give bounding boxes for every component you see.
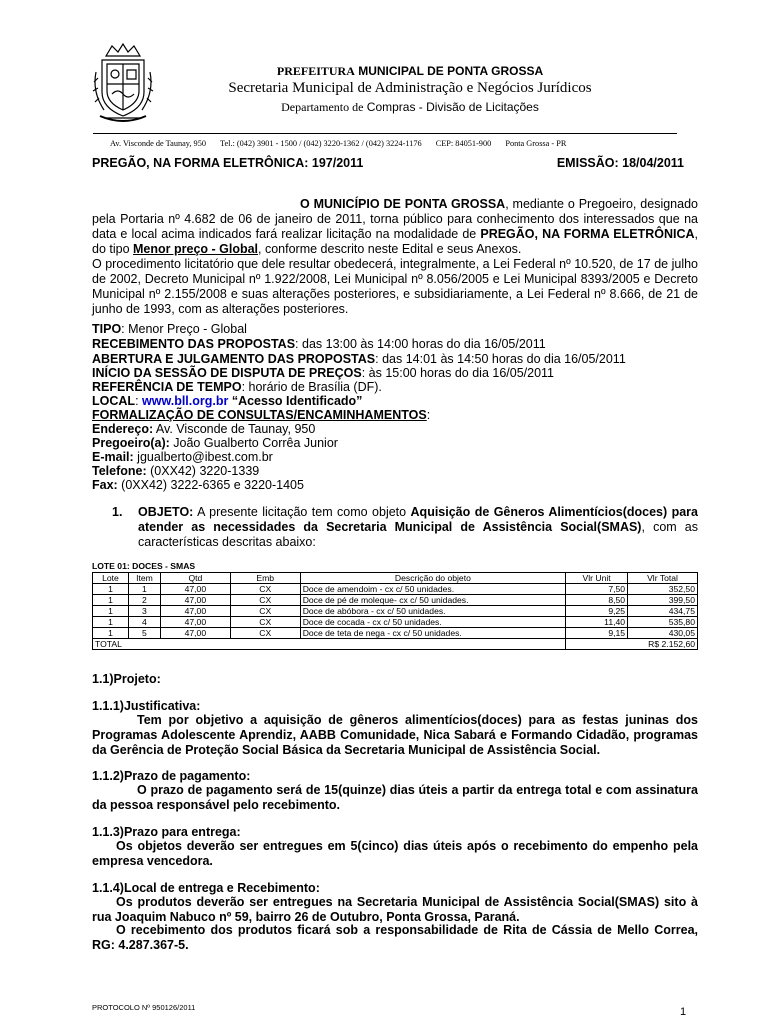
table-total-row xyxy=(93,639,698,650)
address-phones: Tel.: (042) 3901 - 1500 / (042) 3220-1362 / (042) 3224-1176 xyxy=(219,139,422,148)
cell-qtd: 47,00 xyxy=(160,606,230,617)
info-referencia: REFERÊNCIA DE TEMPO: horário de Brasília (DF). xyxy=(92,380,382,394)
cell-item: 2 xyxy=(128,595,160,606)
info-telefone: Telefone: (0XX42) 3220-1339 xyxy=(92,464,260,478)
info-formalizacao: FORMALIZAÇÃO DE CONSULTAS/ENCAMINHAMENTOS: xyxy=(92,408,431,422)
table-row xyxy=(93,595,698,606)
page-number: 1 xyxy=(680,1006,687,1018)
municipal-crest-logo xyxy=(92,42,154,126)
info-fax: Fax: (0XX42) 3222-6365 e 3220-1405 xyxy=(92,478,304,492)
header-prefeitura: PREFEITURA MUNICIPAL DE PONTA GROSSA xyxy=(276,64,544,78)
cell-qtd: 47,00 xyxy=(160,628,230,639)
cell-emb: CX xyxy=(230,595,300,606)
prazo-pagamento-text: O prazo de pagamento será de 15(quinze) dias úteis a partir da entrega total e com assinatura da pessoa responsável pelo recebimento. xyxy=(92,783,698,812)
cell-total: 434,75 xyxy=(628,606,698,617)
section-projeto: 1.1)Projeto: xyxy=(92,672,161,686)
col-lote: Lote xyxy=(93,573,129,584)
cell-item: 5 xyxy=(128,628,160,639)
cell-item: 4 xyxy=(128,617,160,628)
protocolo-number: PROTOCOLO Nº 950126/2011 xyxy=(92,1003,196,1012)
prazo-entrega-text: Os objetos deverão ser entregues em 5(cinco) dias úteis após o recebimento do empenho pela empresa vencedora. xyxy=(92,839,698,868)
section-local-entrega: 1.1.4)Local de entrega e Recebimento: xyxy=(92,881,320,895)
lote-table xyxy=(92,572,698,650)
info-email: E-mail: jgualberto@ibest.com.br xyxy=(92,450,273,464)
cell-unit: 9,25 xyxy=(566,606,628,617)
cell-qtd: 47,00 xyxy=(160,617,230,628)
cell-emb: CX xyxy=(230,584,300,595)
pregao-number: PREGÃO, NA FORMA ELETRÔNICA: 197/2011 xyxy=(92,156,364,170)
table-row xyxy=(93,606,698,617)
local-entrega-text-2: O recebimento dos produtos ficará sob a responsabilidade de Rita de Cássia de Mello Correa, RG: 4.287.367-5. xyxy=(92,923,698,952)
cell-unit: 11,40 xyxy=(566,617,628,628)
lote-title: LOTE 01: DOCES - SMAS xyxy=(92,561,196,571)
table-row xyxy=(93,617,698,628)
info-endereco: Endereço: Av. Visconde de Taunay, 950 xyxy=(92,422,316,436)
section-justificativa: 1.1.1)Justificativa: xyxy=(92,699,201,713)
justificativa-text: Tem por objetivo a aquisição de gêneros alimentícios(doces) para as festas juninas dos Programas Adolescente Aprendiz, AABB Comunidade, Nica Sabará e Formando Cidadão, programas da Gerência de Proteção Social Básica da Secretaria Municipal de Assistência Social. xyxy=(92,713,698,757)
section-prazo-pagamento: 1.1.2)Prazo de pagamento: xyxy=(92,769,251,783)
cell-lote: 1 xyxy=(93,584,129,595)
cell-unit: 8,50 xyxy=(566,595,628,606)
cell-total: 430,05 xyxy=(628,628,698,639)
intro-paragraph: O MUNICÍPIO DE PONTA GROSSA, mediante o Pregoeiro, designado pela Portaria nº 4.682 de 06 de janeiro de 2011, torna público para conhecimento dos interessados que na data e local acima indicados fará realizar licitação na modalidade de PREGÃO, NA FORMA ELETRÔNICA, do tipo Menor preço - Global, conforme descrito neste Edital e seus Anexos. xyxy=(92,197,698,256)
cell-qtd: 47,00 xyxy=(160,584,230,595)
total-value: R$ 2.152,60 xyxy=(566,639,698,650)
info-tipo: TIPO: Menor Preço - Global xyxy=(92,322,247,336)
total-label: TOTAL xyxy=(93,639,566,650)
header-divider xyxy=(93,133,677,134)
cell-item: 1 xyxy=(128,584,160,595)
info-pregoeiro: Pregoeiro(a): João Gualberto Corrêa Junior xyxy=(92,436,338,450)
col-emb: Emb xyxy=(230,573,300,584)
cell-unit: 7,50 xyxy=(566,584,628,595)
cell-qtd: 47,00 xyxy=(160,595,230,606)
info-local: LOCAL: www.bll.org.br “Acesso Identificado” xyxy=(92,394,363,408)
address-street: Av. Visconde de Taunay, 950 xyxy=(110,139,207,148)
col-item: Item xyxy=(128,573,160,584)
cell-item: 3 xyxy=(128,606,160,617)
cell-total: 535,80 xyxy=(628,617,698,628)
local-entrega-text-1: Os produtos deverão ser entregues na Secretaria Municipal de Assistência Social(SMAS) sito à rua Joaquim Nabuco nº 59, bairro 26 de Outubro, Ponta Grossa, Paraná. xyxy=(92,895,698,924)
cell-desc: Doce de abóbora - cx c/ 50 unidades. xyxy=(300,606,565,617)
col-qtd: Qtd xyxy=(160,573,230,584)
cell-emb: CX xyxy=(230,617,300,628)
address-cep: CEP: 84051-900 xyxy=(435,139,492,148)
info-inicio: INÍCIO DA SESSÃO DE DISPUTA DE PREÇOS: às 15:00 horas do dia 16/05/2011 xyxy=(92,366,554,380)
bll-link[interactable]: www.bll.org.br xyxy=(142,394,229,408)
col-vlr-total: Vlr Total xyxy=(628,573,698,584)
col-descricao: Descrição do objeto xyxy=(300,573,565,584)
cell-unit: 9,15 xyxy=(566,628,628,639)
doc-id-line xyxy=(92,156,698,171)
objeto-paragraph: OBJETO: A presente licitação tem como objeto Aquisição de Gêneros Alimentícios(doces) para atender as necessidades da Secretaria Municipal de Assistência Social(SMAS), com as características descritas abaixo: xyxy=(138,505,698,549)
cell-total: 352,50 xyxy=(628,584,698,595)
header-secretaria: Secretaria Municipal de Administração e Negócios Jurídicos xyxy=(228,80,592,96)
cell-lote: 1 xyxy=(93,606,129,617)
objeto-number: 1. xyxy=(112,505,123,519)
emissao-date: EMISSÃO: 18/04/2011 xyxy=(556,156,684,170)
section-prazo-entrega: 1.1.3)Prazo para entrega: xyxy=(92,825,241,839)
table-row xyxy=(93,584,698,595)
col-vlr-unit: Vlr Unit xyxy=(566,573,628,584)
info-recebimento: RECEBIMENTO DAS PROPOSTAS: das 13:00 às 14:00 horas do dia 16/05/2011 xyxy=(92,337,546,351)
address-city: Ponta Grossa - PR xyxy=(505,139,567,148)
cell-lote: 1 xyxy=(93,617,129,628)
cell-lote: 1 xyxy=(93,595,129,606)
cell-emb: CX xyxy=(230,628,300,639)
cell-desc: Doce de cocada - cx c/ 50 unidades. xyxy=(300,617,565,628)
table-row xyxy=(93,628,698,639)
cell-total: 399,50 xyxy=(628,595,698,606)
header-address xyxy=(110,139,690,148)
legal-basis-paragraph: O procedimento licitatório que dele resultar obedecerá, integralmente, a Lei Federal nº 10.520, de 17 de julho de 2002, Decreto Municipal nº 1.922/2008, Lei Municipal nº 8.056/2005 e Lei Municipal 8393/2005 e Decreto Municipal nº 2.155/2008 e suas alterações posteriores, e subsidiariamente, a Lei Federal nº 8.666, de 21 de junho de 1993, com as alterações posteriores. xyxy=(92,257,698,316)
cell-desc: Doce de pé de moleque- cx c/ 50 unidades. xyxy=(300,595,565,606)
header-departamento: Departamento de Compras - Divisão de Licitações xyxy=(281,100,539,114)
cell-lote: 1 xyxy=(93,628,129,639)
info-abertura: ABERTURA E JULGAMENTO DAS PROPOSTAS: das 14:01 às 14:50 horas do dia 16/05/2011 xyxy=(92,352,626,366)
cell-emb: CX xyxy=(230,606,300,617)
cell-desc: Doce de teta de nega - cx c/ 50 unidades. xyxy=(300,628,565,639)
cell-desc: Doce de amendoim - cx c/ 50 unidades. xyxy=(300,584,565,595)
lote-table-header xyxy=(93,573,698,584)
